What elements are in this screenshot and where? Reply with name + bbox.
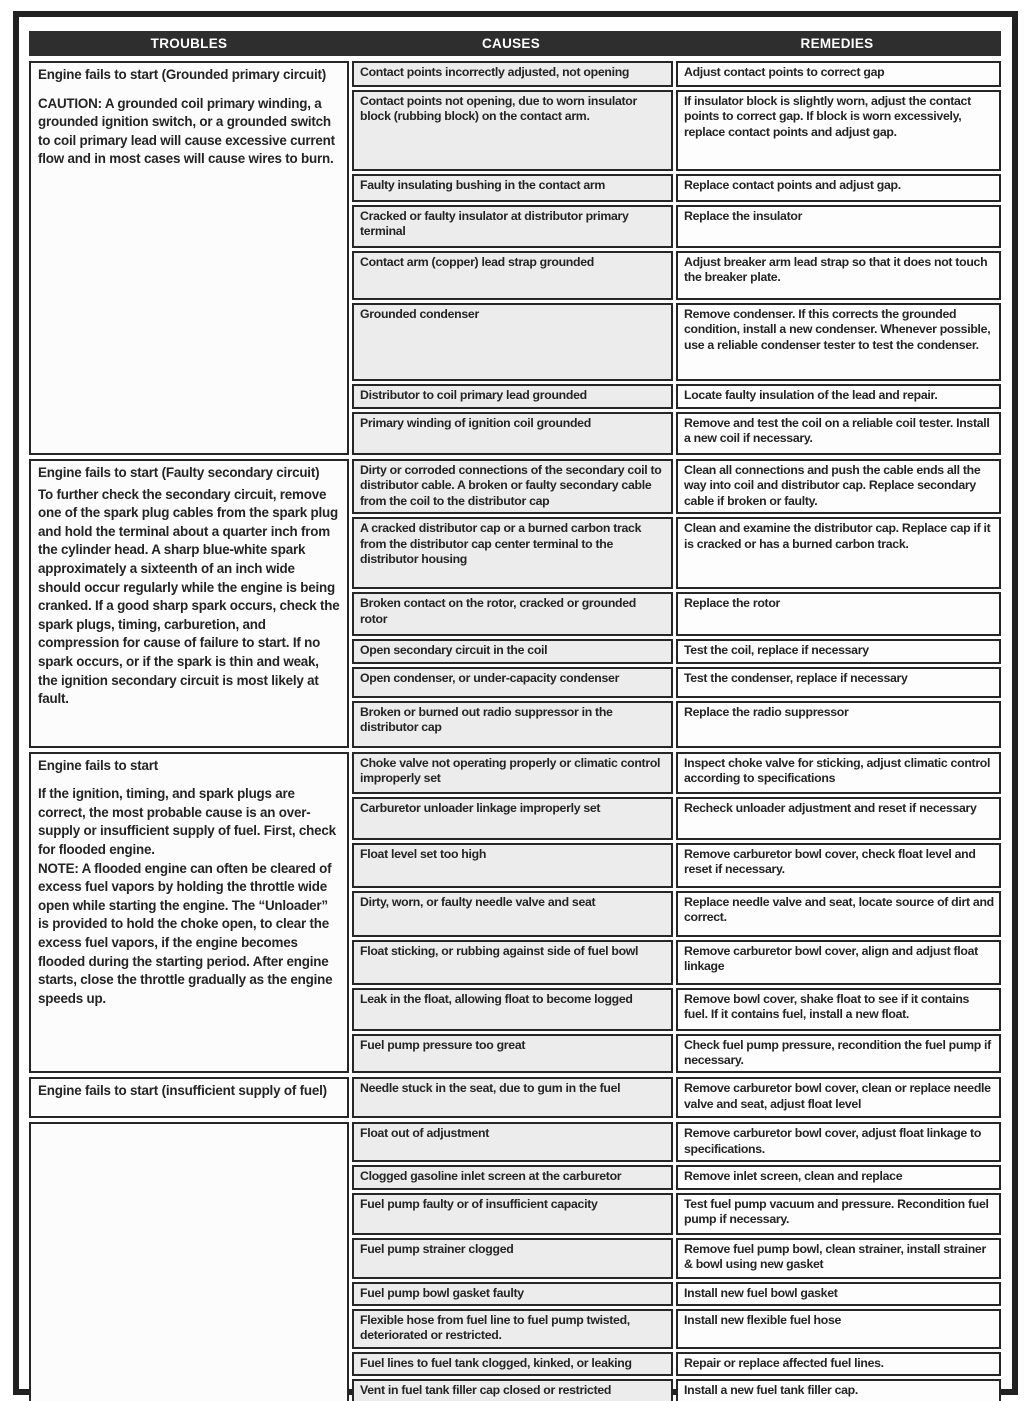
remedy-cell: Remove fuel pump bowl, clean strainer, install strainer & bowl using new gasket — [676, 1238, 1001, 1279]
remedy-cell: Clean and examine the distributor cap. Replace cap if it is cracked or has a burned carbon track. — [676, 517, 1001, 589]
remedy-cell: Remove carburetor bowl cover, check float level and reset if necessary. — [676, 843, 1001, 888]
cause-remedy-rows — [352, 1122, 1001, 1401]
cause-cell: Carburetor unloader linkage improperly set — [352, 797, 673, 840]
table-row — [352, 639, 1001, 663]
cause-cell: Float sticking, or rubbing against side of fuel bowl — [352, 940, 673, 985]
remedy-cell: Install a new fuel tank filler cap. — [676, 1379, 1001, 1401]
table-row — [352, 1193, 1001, 1235]
cause-remedy-rows — [352, 61, 1001, 455]
trouble-description — [38, 486, 340, 709]
remedy-cell: Replace the radio suppressor — [676, 701, 1001, 748]
table-row — [352, 1165, 1001, 1189]
table-row — [352, 412, 1001, 455]
remedy-cell: Test fuel pump vacuum and pressure. Recondition fuel pump if necessary. — [676, 1193, 1001, 1235]
remedy-cell: Remove inlet screen, clean and replace — [676, 1165, 1001, 1189]
cause-cell: Flexible hose from fuel line to fuel pump twisted, deteriorated or restricted. — [352, 1309, 673, 1349]
trouble-cell — [29, 459, 349, 748]
cause-cell: Distributor to coil primary lead grounded — [352, 384, 673, 409]
remedy-cell: Replace the rotor — [676, 592, 1001, 636]
cause-cell: Broken contact on the rotor, cracked or grounded rotor — [352, 592, 673, 636]
trouble-description — [38, 95, 340, 169]
cause-cell: Fuel pump bowl gasket faulty — [352, 1282, 673, 1306]
trouble-title: Engine fails to start (Faulty secondary circuit) — [38, 465, 320, 480]
header-cell-troubles: TROUBLES — [150, 36, 228, 51]
trouble-title: Engine fails to start (insufficient supply of fuel) — [38, 1083, 327, 1099]
remedy-cell: Clean all connections and push the cable ends all the way into coil and distributor cap. Replace secondary cable if broken or faulty. — [676, 459, 1001, 514]
table-row — [352, 90, 1001, 171]
trouble-cell — [29, 752, 349, 1074]
table-row — [352, 988, 1001, 1031]
trouble-title: Engine fails to start — [38, 757, 159, 773]
table-row — [352, 752, 1001, 794]
table-row — [352, 61, 1001, 87]
cause-cell: Open condenser, or under-capacity condenser — [352, 667, 673, 698]
cause-cell: Fuel pump pressure too great — [352, 1034, 673, 1074]
remedy-cell: Check fuel pump pressure, recondition the fuel pump if necessary. — [676, 1034, 1001, 1074]
table-row — [352, 384, 1001, 409]
cause-cell: Needle stuck in the seat, due to gum in the fuel — [352, 1077, 673, 1118]
trouble-description — [38, 785, 340, 1008]
remedy-cell: Install new fuel bowl gasket — [676, 1282, 1001, 1306]
table-row — [352, 251, 1001, 300]
trouble-title: Engine fails to start (Grounded primary circuit) — [38, 67, 327, 82]
remedy-cell: Replace contact points and adjust gap. — [676, 174, 1001, 202]
trouble-cell — [29, 61, 349, 455]
cause-cell: Fuel lines to fuel tank clogged, kinked, or leaking — [352, 1352, 673, 1376]
trouble-section — [29, 61, 1001, 455]
table-row — [352, 459, 1001, 514]
table-row — [352, 701, 1001, 748]
remedy-cell: Remove carburetor bowl cover, align and adjust float linkage — [676, 940, 1001, 985]
cause-cell: Choke valve not operating properly or climatic control improperly set — [352, 752, 673, 794]
trouble-section — [29, 1122, 1001, 1401]
cause-cell: Vent in fuel tank filler cap closed or restricted — [352, 1379, 673, 1401]
remedy-cell: Remove carburetor bowl cover, adjust float linkage to specifications. — [676, 1122, 1001, 1162]
table-body — [29, 61, 1001, 1401]
table-row — [352, 1122, 1001, 1162]
remedy-cell: Test the coil, replace if necessary — [676, 639, 1001, 663]
remedy-cell: Inspect choke valve for sticking, adjust climatic control according to specifications — [676, 752, 1001, 794]
remedy-cell: Remove and test the coil on a reliable coil tester. Install a new coil if necessary. — [676, 412, 1001, 455]
table-row — [352, 174, 1001, 202]
trouble-section — [29, 752, 1001, 1074]
cause-cell: Fuel pump faulty or of insufficient capacity — [352, 1193, 673, 1235]
cause-cell: Grounded condenser — [352, 303, 673, 381]
table-row — [352, 1282, 1001, 1306]
cause-cell: Primary winding of ignition coil grounded — [352, 412, 673, 455]
table-row — [352, 592, 1001, 636]
trouble-paragraph: CAUTION: A grounded coil primary winding, a grounded ignition switch, or a grounded switch to coil primary lead will cause excessive current flow and in most cases will cause wires to burn. — [38, 95, 335, 167]
cause-cell: Contact points not opening, due to worn insulator block (rubbing block) on the contact arm. — [352, 90, 673, 171]
table-row — [352, 843, 1001, 888]
table-row — [352, 940, 1001, 985]
cause-remedy-rows — [352, 459, 1001, 748]
remedy-cell: Test the condenser, replace if necessary — [676, 667, 1001, 698]
table-row — [352, 1077, 1001, 1118]
remedy-cell: Install new flexible fuel hose — [676, 1309, 1001, 1349]
table-header-row — [29, 31, 1001, 56]
cause-cell: Open secondary circuit in the coil — [352, 639, 673, 663]
cause-cell: Contact points incorrectly adjusted, not opening — [352, 61, 673, 87]
remedy-cell: Recheck unloader adjustment and reset if necessary — [676, 797, 1001, 840]
remedy-cell: Remove bowl cover, shake float to see if it contains fuel. If it contains fuel, install a new float. — [676, 988, 1001, 1031]
remedy-cell: Locate faulty insulation of the lead and repair. — [676, 384, 1001, 409]
cause-cell: Leak in the float, allowing float to become logged — [352, 988, 673, 1031]
remedy-cell: If insulator block is slightly worn, adjust the contact points to correct gap. If block is worn excessively, replace contact points and adjust gap. — [676, 90, 1001, 171]
table-row — [352, 517, 1001, 589]
cause-cell: Float out of adjustment — [352, 1122, 673, 1162]
table-row — [352, 1379, 1001, 1401]
cause-remedy-rows — [352, 1077, 1001, 1118]
cause-cell: Fuel pump strainer clogged — [352, 1238, 673, 1279]
trouble-cell — [29, 1122, 349, 1401]
cause-cell: Broken or burned out radio suppressor in the distributor cap — [352, 701, 673, 748]
table-row — [352, 205, 1001, 248]
cause-cell: Cracked or faulty insulator at distributor primary terminal — [352, 205, 673, 248]
cause-cell: Float level set too high — [352, 843, 673, 888]
trouble-paragraph: If the ignition, timing, and spark plugs are correct, the most probable cause is an over-supply or insufficient supply of fuel. First, check for flooded engine. — [38, 786, 336, 857]
remedy-cell: Replace needle valve and seat, locate source of dirt and correct. — [676, 891, 1001, 937]
remedy-cell: Remove carburetor bowl cover, clean or replace needle valve and seat, adjust float level — [676, 1077, 1001, 1118]
trouble-section — [29, 459, 1001, 748]
cause-cell: Contact arm (copper) lead strap grounded — [352, 251, 673, 300]
table-row — [352, 797, 1001, 840]
cause-remedy-rows — [352, 752, 1001, 1074]
cause-cell: Dirty, worn, or faulty needle valve and seat — [352, 891, 673, 937]
trouble-paragraph: NOTE: A flooded engine can often be cleared of excess fuel vapors by holding the throttle wide open while starting the engine. The “Unloader” is provided to hold the choke open, to clear the excess fuel vapors, if the engine becomes flooded during the starting period. After engine starts, close the throttle gradually as the engine speeds up. — [38, 860, 333, 1006]
troubleshooting-table — [29, 31, 1001, 1401]
cause-cell: Faulty insulating bushing in the contact arm — [352, 174, 673, 202]
remedy-cell: Adjust contact points to correct gap — [676, 61, 1001, 87]
table-row — [352, 667, 1001, 698]
trouble-section — [29, 1077, 1001, 1118]
trouble-paragraph: To further check the secondary circuit, remove one of the spark plug cables from the spark plug and hold the terminal about a quarter inch from the cylinder head. A sharp blue-white spark approximately a sixteenth of an inch wide should occur regularly while the engine is being cranked. If a good sharp spark occurs, check the spark plugs, timing, carburetion, and compression for cause of failure to start. If no spark occurs, or if the spark is thin and weak, the ignition secondary circuit is most likely at fault. — [38, 486, 340, 707]
remedy-cell: Replace the insulator — [676, 205, 1001, 248]
header-cell-causes: CAUSES — [481, 36, 541, 51]
remedy-cell: Repair or replace affected fuel lines. — [676, 1352, 1001, 1376]
cause-cell: Dirty or corroded connections of the secondary coil to distributor cable. A broken or faulty secondary cable from the coil to the distributor cap — [352, 459, 673, 514]
table-row — [352, 303, 1001, 381]
remedy-cell: Remove condenser. If this corrects the grounded condition, install a new condenser. Whenever possible, use a reliable condenser tester to test the condenser. — [676, 303, 1001, 381]
cause-cell: Clogged gasoline inlet screen at the carburetor — [352, 1165, 673, 1189]
table-row — [352, 1309, 1001, 1349]
remedy-cell: Adjust breaker arm lead strap so that it does not touch the breaker plate. — [676, 251, 1001, 300]
header-cell-remedies: REMEDIES — [800, 36, 874, 51]
table-row — [352, 1352, 1001, 1376]
table-row — [352, 1034, 1001, 1074]
table-row — [352, 891, 1001, 937]
trouble-cell — [29, 1077, 349, 1118]
cause-cell: A cracked distributor cap or a burned carbon track from the distributor cap center terminal to the distributor housing — [352, 517, 673, 589]
table-row — [352, 1238, 1001, 1279]
